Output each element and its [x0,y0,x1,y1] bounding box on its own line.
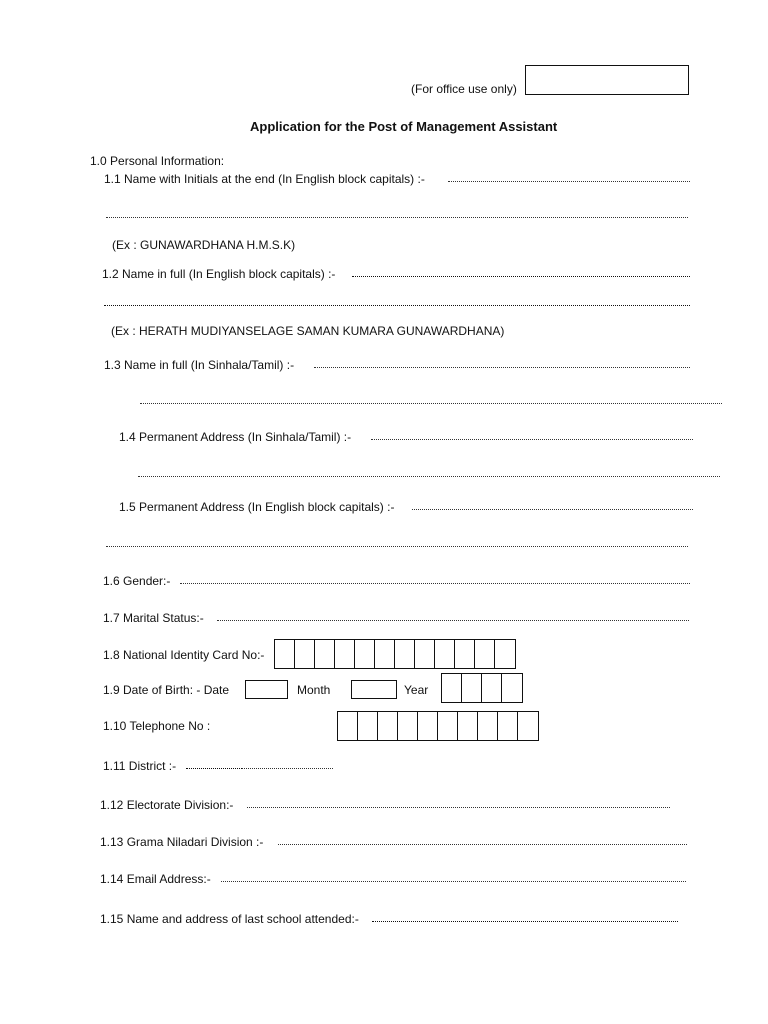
name-initials-example: (Ex : GUNAWARDHANA H.M.S.K) [112,238,296,252]
address-english-label: 1.5 Permanent Address (In English block capitals) :- [119,500,395,514]
section-heading: 1.0 Personal Information: [90,154,225,168]
telephone-label: 1.10 Telephone No : [103,719,211,733]
nic-digit-box[interactable] [335,640,355,668]
electorate-label: 1.12 Electorate Division:- [100,798,234,812]
phone-digit-box[interactable] [478,712,498,740]
address-english-line-1[interactable] [412,509,693,510]
telephone-boxes[interactable] [337,711,539,741]
nic-label: 1.8 National Identity Card No:- [103,648,265,662]
office-use-label: (For office use only) [411,82,517,96]
dob-date-box[interactable] [245,680,288,699]
email-line[interactable] [221,881,686,882]
phone-digit-box[interactable] [358,712,378,740]
name-full-english-line-2[interactable] [104,305,690,306]
name-initials-line-1[interactable] [448,181,690,182]
marital-status-label: 1.7 Marital Status:- [103,611,204,625]
phone-digit-box[interactable] [398,712,418,740]
gender-line[interactable] [180,583,690,584]
office-use-box[interactable] [525,65,689,95]
phone-digit-box[interactable] [438,712,458,740]
dob-label: 1.9 Date of Birth: - Date [103,683,230,697]
name-full-sinhala-label: 1.3 Name in full (In Sinhala/Tamil) :- [104,358,295,372]
electorate-line[interactable] [247,807,670,808]
form-title: Application for the Post of Management Assistant [250,119,558,134]
district-label: 1.11 District :- [103,759,177,773]
phone-digit-box[interactable] [338,712,358,740]
address-sinhala-label: 1.4 Permanent Address (In Sinhala/Tamil) :- [119,430,352,444]
grama-niladari-label: 1.13 Grama Niladari Division :- [100,835,264,849]
nic-digit-box[interactable] [315,640,335,668]
year-digit-box[interactable] [502,674,522,702]
address-sinhala-line-1[interactable] [371,439,693,440]
email-label: 1.14 Email Address:- [100,872,211,886]
nic-digit-box[interactable] [455,640,475,668]
gender-label: 1.6 Gender:- [103,574,171,588]
name-full-sinhala-line-1[interactable] [314,367,690,368]
year-digit-box[interactable] [462,674,482,702]
phone-digit-box[interactable] [378,712,398,740]
nic-digit-box[interactable] [275,640,295,668]
year-digit-box[interactable] [482,674,502,702]
dob-month-box[interactable] [351,680,397,699]
name-full-english-line-1[interactable] [352,276,690,277]
phone-digit-box[interactable] [498,712,518,740]
year-digit-box[interactable] [442,674,462,702]
nic-digit-box[interactable] [415,640,435,668]
phone-digit-box[interactable] [418,712,438,740]
dob-year-boxes[interactable] [441,673,523,703]
marital-status-line[interactable] [217,620,689,621]
nic-digit-box[interactable] [395,640,415,668]
grama-niladari-line[interactable] [278,844,687,845]
nic-boxes[interactable] [274,639,516,669]
nic-digit-box[interactable] [355,640,375,668]
address-english-line-2[interactable] [106,546,688,547]
dob-month-label: Month [297,683,331,697]
name-full-english-example: (Ex : HERATH MUDIYANSELAGE SAMAN KUMARA GUNAWARDHANA) [111,324,505,338]
last-school-label: 1.15 Name and address of last school attended:- [100,912,359,926]
last-school-line[interactable] [372,921,678,922]
nic-digit-box[interactable] [375,640,395,668]
nic-digit-box[interactable] [435,640,455,668]
nic-digit-box[interactable] [475,640,495,668]
dob-year-label: Year [404,683,429,697]
phone-digit-box[interactable] [458,712,478,740]
phone-digit-box[interactable] [518,712,538,740]
name-full-sinhala-line-2[interactable] [140,403,722,404]
name-initials-label: 1.1 Name with Initials at the end (In English block capitals) :- [104,172,425,186]
district-line-bold[interactable] [186,768,242,769]
name-full-english-label: 1.2 Name in full (In English block capitals) :- [102,267,336,281]
name-initials-line-2[interactable] [106,217,688,218]
address-sinhala-line-2[interactable] [138,476,720,477]
district-line[interactable] [242,768,333,769]
nic-digit-box[interactable] [295,640,315,668]
nic-digit-box[interactable] [495,640,515,668]
